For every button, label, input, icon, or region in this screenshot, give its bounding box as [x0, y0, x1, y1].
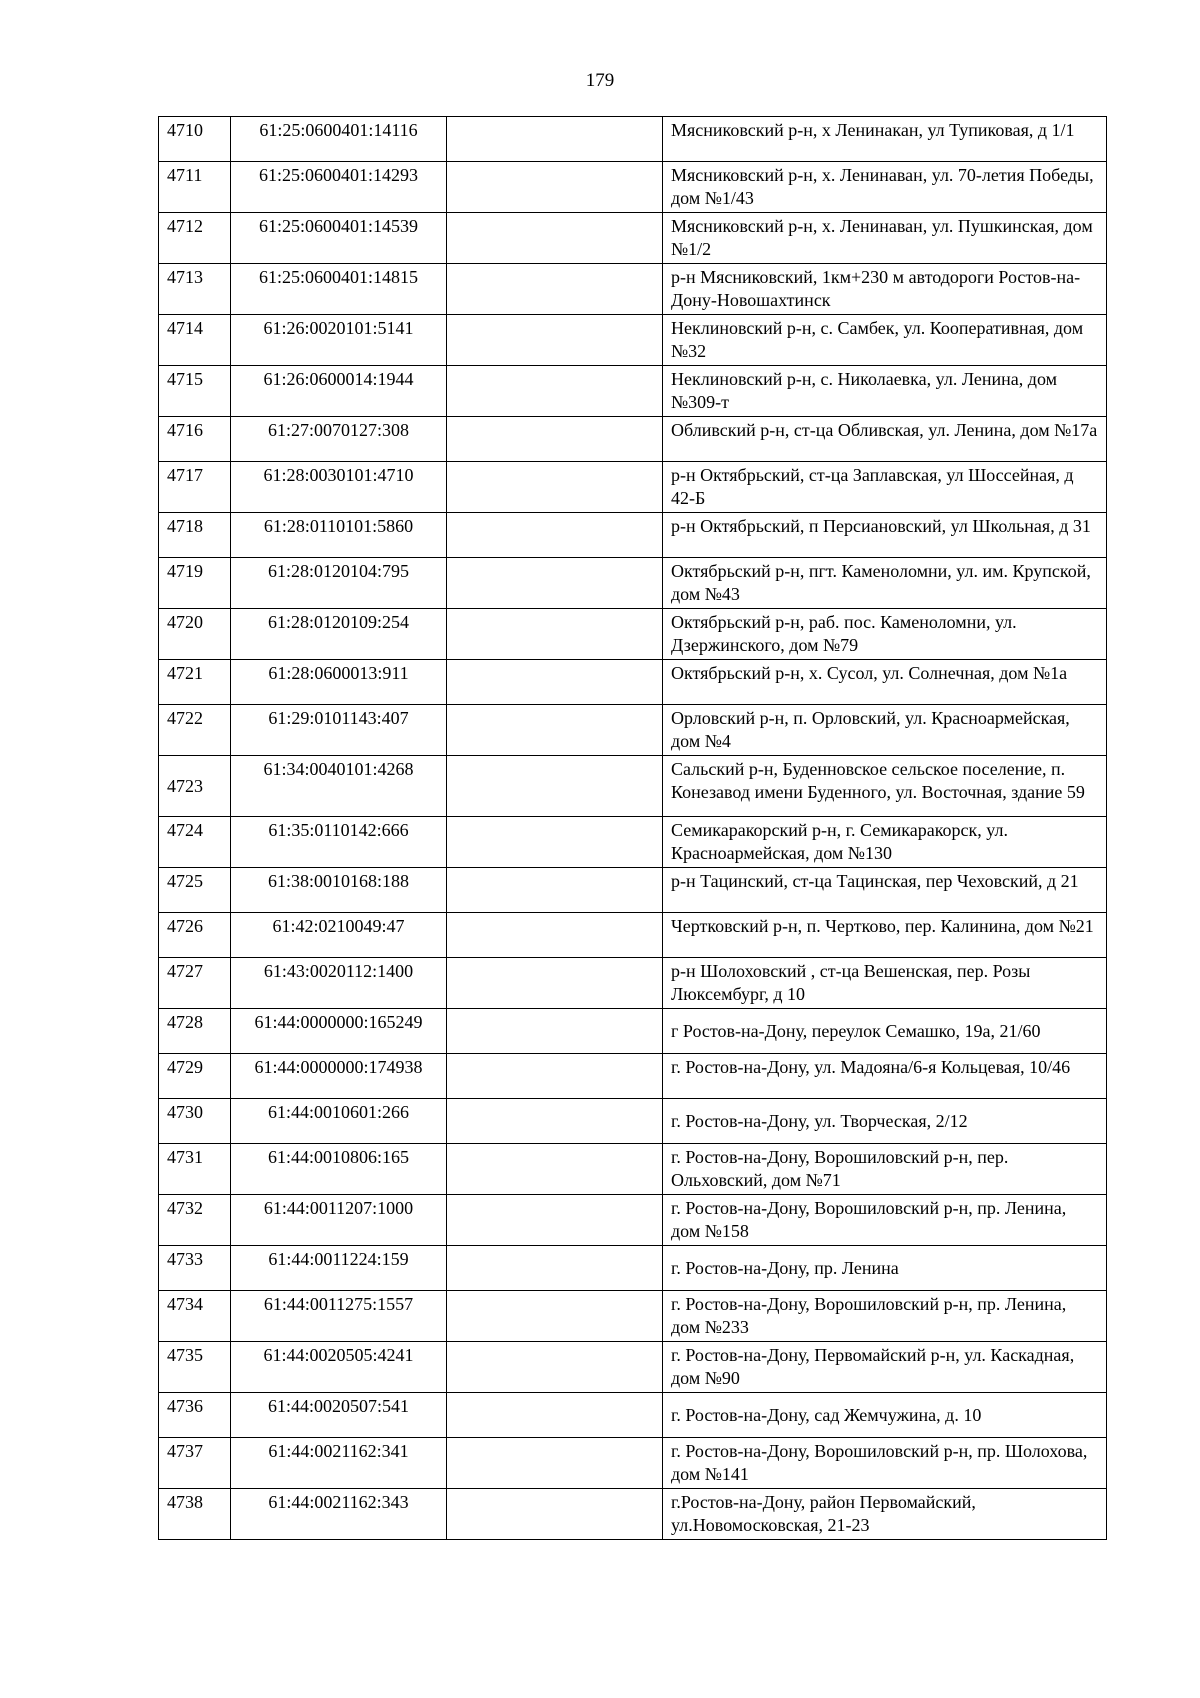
table-row — [159, 1054, 1107, 1099]
cadastral-number: 61:44:0011207:1000 — [231, 1195, 447, 1246]
address: р-н Шолоховский , ст-ца Вешенская, пер. Розы Люксембург, д 10 — [663, 958, 1107, 1009]
table-row — [159, 705, 1107, 756]
address: г. Ростов-на-Дону, пр. Ленина — [663, 1246, 1107, 1291]
address: Октябрьский р-н, раб. пос. Каменоломни, ул. Дзержинского, дом №79 — [663, 609, 1107, 660]
address: г. Ростов-на-Дону, Первомайский р-н, ул. Каскадная, дом №90 — [663, 1342, 1107, 1393]
table-row — [159, 417, 1107, 462]
row-number: 4719 — [159, 558, 231, 609]
row-number: 4723 — [159, 756, 231, 817]
address: Обливский р-н, ст-ца Обливская, ул. Ленина, дом №17а — [663, 417, 1107, 462]
cadastral-number: 61:35:0110142:666 — [231, 817, 447, 868]
address: р-н Октябрьский, ст-ца Заплавская, ул Шоссейная, д 42-Б — [663, 462, 1107, 513]
table-row — [159, 1489, 1107, 1540]
cadastral-number: 61:43:0020112:1400 — [231, 958, 447, 1009]
cadastral-number: 61:27:0070127:308 — [231, 417, 447, 462]
row-number: 4731 — [159, 1144, 231, 1195]
row-number: 4727 — [159, 958, 231, 1009]
cadastral-number: 61:28:0120109:254 — [231, 609, 447, 660]
address: р-н Мясниковский, 1км+230 м автодороги Ростов-на-Дону-Новошахтинск — [663, 264, 1107, 315]
address: р-н Октябрьский, п Персиановский, ул Школьная, д 31 — [663, 513, 1107, 558]
empty-cell — [447, 868, 663, 913]
empty-cell — [447, 609, 663, 660]
row-number: 4721 — [159, 660, 231, 705]
table-row — [159, 958, 1107, 1009]
empty-cell — [447, 1342, 663, 1393]
empty-cell — [447, 1195, 663, 1246]
registry-body — [159, 117, 1107, 1540]
row-number: 4725 — [159, 868, 231, 913]
table-row — [159, 609, 1107, 660]
address: Неклиновский р-н, с. Самбек, ул. Кооперативная, дом №32 — [663, 315, 1107, 366]
row-number: 4737 — [159, 1438, 231, 1489]
row-number: 4718 — [159, 513, 231, 558]
row-number: 4715 — [159, 366, 231, 417]
table-row — [159, 756, 1107, 817]
table-row — [159, 264, 1107, 315]
row-number: 4724 — [159, 817, 231, 868]
row-number: 4736 — [159, 1393, 231, 1438]
row-number: 4714 — [159, 315, 231, 366]
empty-cell — [447, 1393, 663, 1438]
cadastral-number: 61:44:0021162:343 — [231, 1489, 447, 1540]
cadastral-number: 61:28:0600013:911 — [231, 660, 447, 705]
empty-cell — [447, 1099, 663, 1144]
address: г. Ростов-на-Дону, ул. Творческая, 2/12 — [663, 1099, 1107, 1144]
page-number: 179 — [585, 70, 615, 91]
cadastral-number: 61:26:0020101:5141 — [231, 315, 447, 366]
table-row — [159, 1099, 1107, 1144]
cadastral-number: 61:44:0020505:4241 — [231, 1342, 447, 1393]
cadastral-number: 61:34:0040101:4268 — [231, 756, 447, 817]
row-number: 4726 — [159, 913, 231, 958]
row-number: 4732 — [159, 1195, 231, 1246]
cadastral-number: 61:29:0101143:407 — [231, 705, 447, 756]
address: г. Ростов-на-Дону, Ворошиловский р-н, пер. Ольховский, дом №71 — [663, 1144, 1107, 1195]
table-row — [159, 1291, 1107, 1342]
table-row — [159, 1009, 1107, 1054]
table-row — [159, 1195, 1107, 1246]
cadastral-number: 61:44:0010601:266 — [231, 1099, 447, 1144]
address: Октябрьский р-н, х. Сусол, ул. Солнечная, дом №1а — [663, 660, 1107, 705]
table-row — [159, 1144, 1107, 1195]
row-number: 4730 — [159, 1099, 231, 1144]
address: Неклиновский р-н, с. Николаевка, ул. Ленина, дом №309-т — [663, 366, 1107, 417]
table-row — [159, 1342, 1107, 1393]
table-row — [159, 462, 1107, 513]
address: Мясниковский р-н, х Ленинакан, ул Тупиковая, д 1/1 — [663, 117, 1107, 162]
empty-cell — [447, 462, 663, 513]
address: Чертковский р-н, п. Чертково, пер. Калинина, дом №21 — [663, 913, 1107, 958]
cadastral-number: 61:44:0011275:1557 — [231, 1291, 447, 1342]
table-row — [159, 817, 1107, 868]
empty-cell — [447, 558, 663, 609]
row-number: 4733 — [159, 1246, 231, 1291]
empty-cell — [447, 705, 663, 756]
table-row — [159, 117, 1107, 162]
cadastral-number: 61:25:0600401:14116 — [231, 117, 447, 162]
empty-cell — [447, 513, 663, 558]
address: Сальский р-н, Буденновское сельское поселение, п. Конезавод имени Буденного, ул. Восточная, здание 59 — [663, 756, 1107, 817]
row-number: 4728 — [159, 1009, 231, 1054]
empty-cell — [447, 1246, 663, 1291]
table-row — [159, 315, 1107, 366]
address: г. Ростов-на-Дону, Ворошиловский р-н, пр. Шолохова, дом №141 — [663, 1438, 1107, 1489]
cadastral-number: 61:28:0030101:4710 — [231, 462, 447, 513]
address: г Ростов-на-Дону, переулок Семашко, 19а, 21/60 — [663, 1009, 1107, 1054]
row-number: 4717 — [159, 462, 231, 513]
cadastral-number: 61:28:0110101:5860 — [231, 513, 447, 558]
empty-cell — [447, 162, 663, 213]
cadastral-number: 61:44:0000000:174938 — [231, 1054, 447, 1099]
cadastral-number: 61:26:0600014:1944 — [231, 366, 447, 417]
cadastral-number: 61:25:0600401:14815 — [231, 264, 447, 315]
table-row — [159, 213, 1107, 264]
address: г. Ростов-на-Дону, сад Жемчужина, д. 10 — [663, 1393, 1107, 1438]
row-number: 4713 — [159, 264, 231, 315]
address: Орловский р-н, п. Орловский, ул. Красноармейская, дом №4 — [663, 705, 1107, 756]
table-row — [159, 1393, 1107, 1438]
empty-cell — [447, 366, 663, 417]
cadastral-number: 61:44:0010806:165 — [231, 1144, 447, 1195]
cadastral-number: 61:44:0020507:541 — [231, 1393, 447, 1438]
address: Октябрьский р-н, пгт. Каменоломни, ул. им. Крупской, дом №43 — [663, 558, 1107, 609]
cadastral-number: 61:44:0000000:165249 — [231, 1009, 447, 1054]
empty-cell — [447, 1009, 663, 1054]
table-row — [159, 162, 1107, 213]
table-row — [159, 558, 1107, 609]
row-number: 4712 — [159, 213, 231, 264]
table-row — [159, 660, 1107, 705]
address: г.Ростов-на-Дону, район Первомайский, ул.Новомосковская, 21-23 — [663, 1489, 1107, 1540]
cadastral-number: 61:42:0210049:47 — [231, 913, 447, 958]
table-row — [159, 1438, 1107, 1489]
empty-cell — [447, 1438, 663, 1489]
empty-cell — [447, 817, 663, 868]
row-number: 4734 — [159, 1291, 231, 1342]
empty-cell — [447, 660, 663, 705]
cadastral-number: 61:44:0021162:341 — [231, 1438, 447, 1489]
empty-cell — [447, 958, 663, 1009]
address: Мясниковский р-н, х. Ленинаван, ул. 70-летия Победы, дом №1/43 — [663, 162, 1107, 213]
cadastral-number: 61:28:0120104:795 — [231, 558, 447, 609]
cadastral-number: 61:44:0011224:159 — [231, 1246, 447, 1291]
row-number: 4720 — [159, 609, 231, 660]
empty-cell — [447, 1054, 663, 1099]
empty-cell — [447, 913, 663, 958]
address: Семикаракорский р-н, г. Семикаракорск, ул. Красноармейская, дом №130 — [663, 817, 1107, 868]
row-number: 4729 — [159, 1054, 231, 1099]
row-number: 4711 — [159, 162, 231, 213]
empty-cell — [447, 1291, 663, 1342]
row-number: 4738 — [159, 1489, 231, 1540]
address: р-н Тацинский, ст-ца Тацинская, пер Чеховский, д 21 — [663, 868, 1107, 913]
address: г. Ростов-на-Дону, Ворошиловский р-н, пр. Ленина, дом №233 — [663, 1291, 1107, 1342]
row-number: 4710 — [159, 117, 231, 162]
row-number: 4735 — [159, 1342, 231, 1393]
empty-cell — [447, 1144, 663, 1195]
empty-cell — [447, 315, 663, 366]
table-row — [159, 513, 1107, 558]
table-row — [159, 868, 1107, 913]
cadastral-number: 61:38:0010168:188 — [231, 868, 447, 913]
empty-cell — [447, 756, 663, 817]
empty-cell — [447, 417, 663, 462]
address: г. Ростов-на-Дону, ул. Мадояна/6-я Кольцевая, 10/46 — [663, 1054, 1107, 1099]
address: Мясниковский р-н, х. Ленинаван, ул. Пушкинская, дом №1/2 — [663, 213, 1107, 264]
empty-cell — [447, 264, 663, 315]
empty-cell — [447, 213, 663, 264]
cadastral-number: 61:25:0600401:14293 — [231, 162, 447, 213]
table-row — [159, 913, 1107, 958]
table-row — [159, 366, 1107, 417]
cadastral-number: 61:25:0600401:14539 — [231, 213, 447, 264]
address: г. Ростов-на-Дону, Ворошиловский р-н, пр. Ленина, дом №158 — [663, 1195, 1107, 1246]
empty-cell — [447, 117, 663, 162]
row-number: 4716 — [159, 417, 231, 462]
empty-cell — [447, 1489, 663, 1540]
table-row — [159, 1246, 1107, 1291]
registry-table — [158, 116, 1107, 1540]
row-number: 4722 — [159, 705, 231, 756]
